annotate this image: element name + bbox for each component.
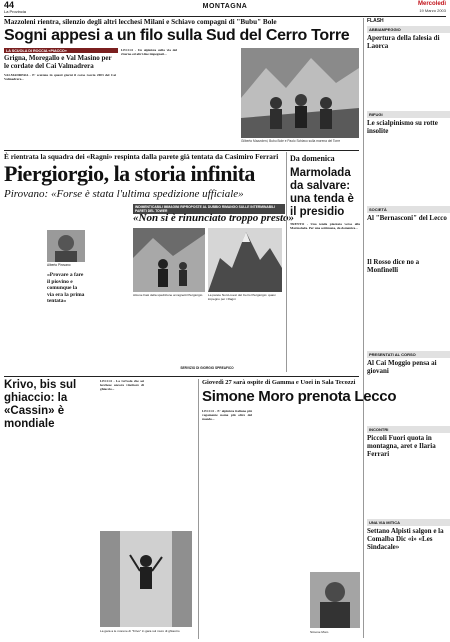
main-subheadline: Pirovano: «Forse è stata l'ultima spedizione ufficiale» bbox=[4, 188, 244, 200]
sidebar-section: RIFUGI bbox=[367, 111, 450, 118]
pull-quote: «Provare a fare il piovino e comunque la via era la prima tentata» bbox=[47, 272, 85, 304]
marmolada-body bbox=[290, 222, 360, 352]
sidebar-item-body bbox=[367, 275, 450, 351]
story-headline: Sogni appesi a un filo sulla Sud del Cerro Torre bbox=[4, 27, 350, 44]
sub-kicker: LA SCUOLA DI ROCCIA «PIACCO» bbox=[4, 48, 118, 53]
sidebar-section: ABBIAMPEGGIO bbox=[367, 26, 450, 33]
article-body bbox=[4, 73, 116, 147]
page-header bbox=[0, 0, 450, 16]
marmolada-kicker: Da domenica bbox=[290, 154, 335, 163]
article-lead: LECCO - E' alpinista italiano più vagamente nome più oltre del mondo... bbox=[202, 409, 252, 422]
sidebar-title: FLASH bbox=[367, 18, 384, 24]
sidebar-item-title: Apertura della falesia di Laorca bbox=[367, 34, 440, 50]
sidebar-item-body bbox=[367, 552, 450, 622]
sidebar-item-title: Al "Bernasconi" del Lecco bbox=[367, 214, 447, 222]
header-day: Mercoledì bbox=[417, 1, 446, 7]
header-date: 19 Marzo 2003 bbox=[419, 8, 446, 13]
team-photo-image bbox=[241, 48, 359, 138]
section-label: MONTAGNA bbox=[202, 3, 248, 10]
byline: SERVIZIO DI GIORGIO SPREAFICO bbox=[180, 366, 234, 370]
simone-headline: Simone Moro prenota Lecco bbox=[202, 388, 397, 405]
ice-photo bbox=[100, 531, 192, 627]
article-lead: LECCO - La Grivola che sei lecchese ancora vincitore di ghiaccio... bbox=[100, 379, 144, 392]
photo-caption: Alcune Fasi della spedizione ai ragnetti Piergiorgio bbox=[133, 293, 203, 297]
article-column bbox=[47, 302, 85, 372]
team-photo bbox=[241, 48, 359, 138]
article-column bbox=[235, 302, 282, 364]
photo-caption: La parete Nord-ovest del Cerro Piergiorgio: quasi impegno per i Ragni bbox=[208, 293, 276, 301]
page-number: 44 bbox=[4, 0, 15, 10]
article-column bbox=[121, 48, 177, 147]
sub-headline: Grigna, Moregallo e Val Masino per le cordate del Cai Valmadrera bbox=[4, 54, 112, 70]
article-column bbox=[4, 204, 44, 372]
expedition-photo bbox=[133, 228, 205, 292]
sidebar-section: PRESENTATI AL CORSO bbox=[367, 351, 450, 358]
sidebar-item-title: Piccoli Fuori quota in montagna, aret e Ilaria Ferrari bbox=[367, 434, 436, 458]
simone-photo bbox=[310, 572, 360, 628]
article-column bbox=[4, 413, 48, 638]
sidebar-item-body bbox=[367, 223, 450, 257]
story-kicker: Mazzoleni rientra, silenzio degli altri lecchesi Milani e Schiavo compagni di "Bubu" Bole bbox=[4, 18, 277, 26]
summary-bar: INDIMENTICABILI IMMAGINI RIPROPOSTE AL DUBBIO RIMANGO SULLE INTERMINABILI PARETI DEL TOWER bbox=[133, 204, 285, 214]
article-column bbox=[52, 413, 96, 638]
sidebar-item-body bbox=[367, 459, 450, 519]
article-column bbox=[310, 409, 360, 569]
header-rule bbox=[4, 16, 446, 17]
article-column bbox=[100, 379, 144, 529]
section-rule bbox=[4, 376, 359, 377]
sidebar-item-title: Il Rosso dice no a Monfinelli bbox=[367, 258, 420, 274]
article-column bbox=[202, 409, 252, 637]
main-story bbox=[4, 152, 359, 374]
expedition-image bbox=[133, 228, 205, 292]
mountain-photo bbox=[208, 228, 282, 292]
krivo-headline: Krivo, bis sul ghiaccio: la «Cassin» è mondiale bbox=[4, 379, 77, 430]
article-column bbox=[47, 204, 85, 228]
sidebar-item-title: Settano Alpisti salgon e la Comalba Dic «i» «Les Sindacale» bbox=[367, 527, 444, 551]
photo-caption: La gara a le morene di "Krivo" in gara sul muro di ghiaccio bbox=[100, 629, 180, 633]
mountain-image bbox=[208, 228, 282, 292]
photo-caption: Simone Moro bbox=[310, 630, 329, 634]
article-lead: LECCO - Un alpinista sulla via del ritorno ed altri due impegnati... bbox=[121, 48, 177, 57]
sidebar-item-body bbox=[367, 136, 450, 206]
article-column bbox=[133, 302, 181, 372]
sidebar-item-title: Le scialpinismo su rotte insolite bbox=[367, 119, 438, 135]
sidebar-item-body bbox=[367, 51, 450, 111]
portrait-image bbox=[47, 230, 85, 262]
article-column bbox=[184, 302, 232, 372]
article-column bbox=[148, 379, 192, 529]
paper-name: La Provincia bbox=[4, 9, 27, 14]
article-column bbox=[181, 48, 237, 147]
simone-kicker: Giovedì 27 sarà ospite di Gamma e Uoei in Sala Tecozzi bbox=[202, 379, 356, 386]
sidebar bbox=[363, 18, 450, 638]
sidebar-section: UNA VIA MITICA bbox=[367, 519, 450, 526]
top-story bbox=[4, 18, 359, 148]
sidebar-item-title: Al Cai Moggio pensa ai giovani bbox=[367, 359, 437, 375]
article-lead: TRENTO - Una tenda piazzata verso alla Marmolada. Per una settimana, da domenica... bbox=[290, 222, 360, 231]
section-rule bbox=[4, 150, 359, 151]
portrait-photo bbox=[47, 230, 85, 262]
portrait-caption: Alberto Pirovano bbox=[47, 263, 71, 267]
marmolada-box bbox=[286, 152, 363, 372]
sidebar-section: SOCIETÀ bbox=[367, 206, 450, 213]
main-headline: Piergiorgio, la storia infinita bbox=[4, 161, 255, 186]
article-lead: VALMADRERA - E' scattato in questi giorni il corso roccia 2003 del Cai Valmadrera... bbox=[4, 73, 116, 82]
ice-climbing-image bbox=[100, 531, 192, 627]
main-kicker: È rientrata la squadra dei «Ragni» respinta dalla parete già tentata da Casimiro Ferrari bbox=[4, 152, 279, 161]
krivo-story bbox=[4, 379, 194, 639]
marmolada-headline: Marmolada da salvare: una tenda è il presidio bbox=[290, 167, 354, 218]
main-quote: «Non si è rinunciato troppo presto» bbox=[133, 212, 295, 224]
sidebar-section: INCONTRI bbox=[367, 426, 450, 433]
photo-caption: Gilberto Mazzoleni, Bubu Bole e Paolo Schiavo sulla morena del Torre bbox=[241, 139, 341, 143]
article-column bbox=[89, 204, 129, 372]
article-column bbox=[256, 409, 306, 637]
simone-portrait-image bbox=[310, 572, 360, 628]
